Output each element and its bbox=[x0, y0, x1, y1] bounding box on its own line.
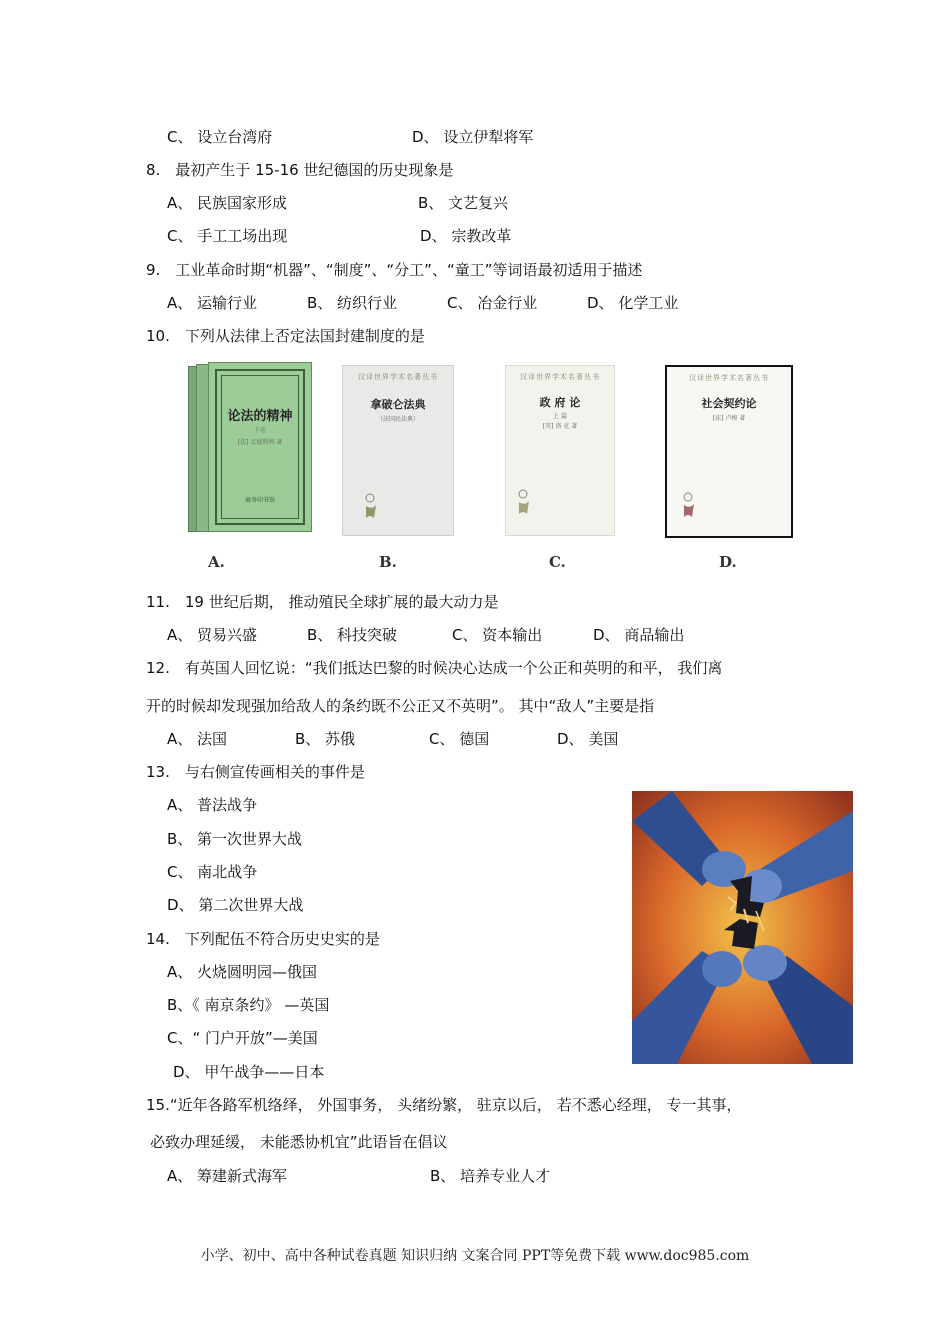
book-c-cover bbox=[505, 365, 615, 536]
q8-stem: 8. 最初产生于 15-16 世纪德国的历史现象是 bbox=[146, 161, 454, 179]
q11-option-d: D、 商品输出 bbox=[593, 626, 685, 644]
book-c-series: 汉译世界学术名著丛书 bbox=[520, 373, 600, 381]
q12-stem-line2: 开的时候却发现强加给敌人的条约既不公正又不英明”。 其中“敌人”主要是指 bbox=[146, 697, 655, 715]
q11-option-b: B、 科技突破 bbox=[307, 626, 398, 644]
q12-option-c: C、 德国 bbox=[429, 730, 490, 748]
publisher-emblem-icon bbox=[516, 488, 534, 518]
book-b-subtitle: （法国民法典） bbox=[376, 416, 419, 423]
q13-option-c: C、 南北战争 bbox=[167, 863, 258, 881]
q12-option-a: A、 法国 bbox=[167, 730, 228, 748]
book-b-label: B. bbox=[379, 553, 397, 571]
q15-stem-line1: 15.“近年各路军机络绎， 外国事务， 头绪纷繁， 驻京以后， 若不悉心经理， 专一其事， bbox=[146, 1096, 742, 1114]
book-d-label: D. bbox=[719, 553, 737, 571]
book-d-cover bbox=[667, 367, 791, 536]
q9-option-d: D、 化学工业 bbox=[587, 294, 679, 312]
book-c-author: [英] 洛 克 著 bbox=[542, 423, 578, 430]
q9-option-b: B、 纺织行业 bbox=[307, 294, 398, 312]
book-d-author: [法] 卢梭 著 bbox=[712, 415, 746, 422]
q13-option-d: D、 第二次世界大战 bbox=[167, 896, 304, 914]
q15-stem-line2: 必致办理延缓， 未能悉协机宜”此语旨在倡议 bbox=[150, 1133, 448, 1151]
q9-option-c: C、 冶金行业 bbox=[447, 294, 538, 312]
book-a-volume: 下卷 bbox=[253, 427, 266, 434]
q15-option-b: B、 培养专业人才 bbox=[430, 1167, 551, 1185]
q8-option-d: D、 宗教改革 bbox=[420, 227, 512, 245]
q11-option-c: C、 资本输出 bbox=[452, 626, 543, 644]
q12-stem-line1: 12. 有英国人回忆说：“我们抵达巴黎的时候决心达成一个公正和英明的和平， 我们离 bbox=[146, 659, 723, 677]
propaganda-poster-image bbox=[632, 791, 853, 1064]
book-a-publisher: 商务印书馆 bbox=[244, 497, 275, 504]
q12-option-d: D、 美国 bbox=[557, 730, 619, 748]
q9-option-a: A、 运输行业 bbox=[167, 294, 258, 312]
q8-option-c: C、 手工工场出现 bbox=[167, 227, 288, 245]
q14-option-b: B、《 南京条约》 —英国 bbox=[167, 996, 330, 1014]
q15-option-a: A、 筹建新式海军 bbox=[167, 1167, 288, 1185]
q7-option-c: C、 设立台湾府 bbox=[167, 128, 273, 146]
book-d-series: 汉译世界学术名著丛书 bbox=[689, 374, 769, 382]
book-d-title: 社会契约论 bbox=[701, 397, 757, 410]
book-b-cover bbox=[342, 365, 454, 536]
book-d-frame bbox=[665, 365, 793, 538]
book-a-title: 论法的精神 bbox=[227, 409, 293, 424]
publisher-emblem-icon bbox=[363, 492, 381, 522]
q11-stem: 11. 19 世纪后期， 推动殖民全球扩展的最大动力是 bbox=[146, 593, 499, 611]
book-a-cover bbox=[208, 362, 312, 532]
q13-option-a: A、 普法战争 bbox=[167, 796, 258, 814]
book-c-title: 政 府 论 bbox=[539, 396, 581, 409]
q11-option-a: A、 贸易兴盛 bbox=[167, 626, 258, 644]
page-footer: 小学、初中、高中各种试卷真题 知识归纳 文案合同 PPT等免费下载 www.doc985.com bbox=[200, 1248, 750, 1264]
book-a-label: A. bbox=[208, 553, 225, 571]
q9-stem: 9. 工业革命时期“机器”、“制度”、“分工”、“童工”等词语最初适用于描述 bbox=[146, 261, 643, 279]
q14-option-d: D、 甲午战争——日本 bbox=[173, 1063, 325, 1081]
book-b-series: 汉译世界学术名著丛书 bbox=[358, 373, 438, 381]
q13-option-b: B、 第一次世界大战 bbox=[167, 830, 303, 848]
book-a-author: [法] 孟德斯鸠 著 bbox=[237, 439, 283, 446]
book-c-label: C. bbox=[549, 553, 566, 571]
q7-option-d: D、 设立伊犁将军 bbox=[412, 128, 534, 146]
book-b-title: 拿破仑法典 bbox=[370, 398, 426, 411]
q14-option-c: C、“ 门户开放”—美国 bbox=[167, 1029, 318, 1047]
q14-option-a: A、 火烧圆明园—俄国 bbox=[167, 963, 318, 981]
book-c-subtitle: 上 篇 bbox=[553, 413, 567, 420]
q12-option-b: B、 苏俄 bbox=[295, 730, 356, 748]
q14-stem: 14. 下列配伍不符合历史史实的是 bbox=[146, 930, 380, 948]
q10-stem: 10. 下列从法律上否定法国封建制度的是 bbox=[146, 327, 425, 345]
q13-stem: 13. 与右侧宣传画相关的事件是 bbox=[146, 763, 365, 781]
q8-option-b: B、 文艺复兴 bbox=[418, 194, 509, 212]
publisher-emblem-icon bbox=[681, 491, 699, 521]
q8-option-a: A、 民族国家形成 bbox=[167, 194, 288, 212]
